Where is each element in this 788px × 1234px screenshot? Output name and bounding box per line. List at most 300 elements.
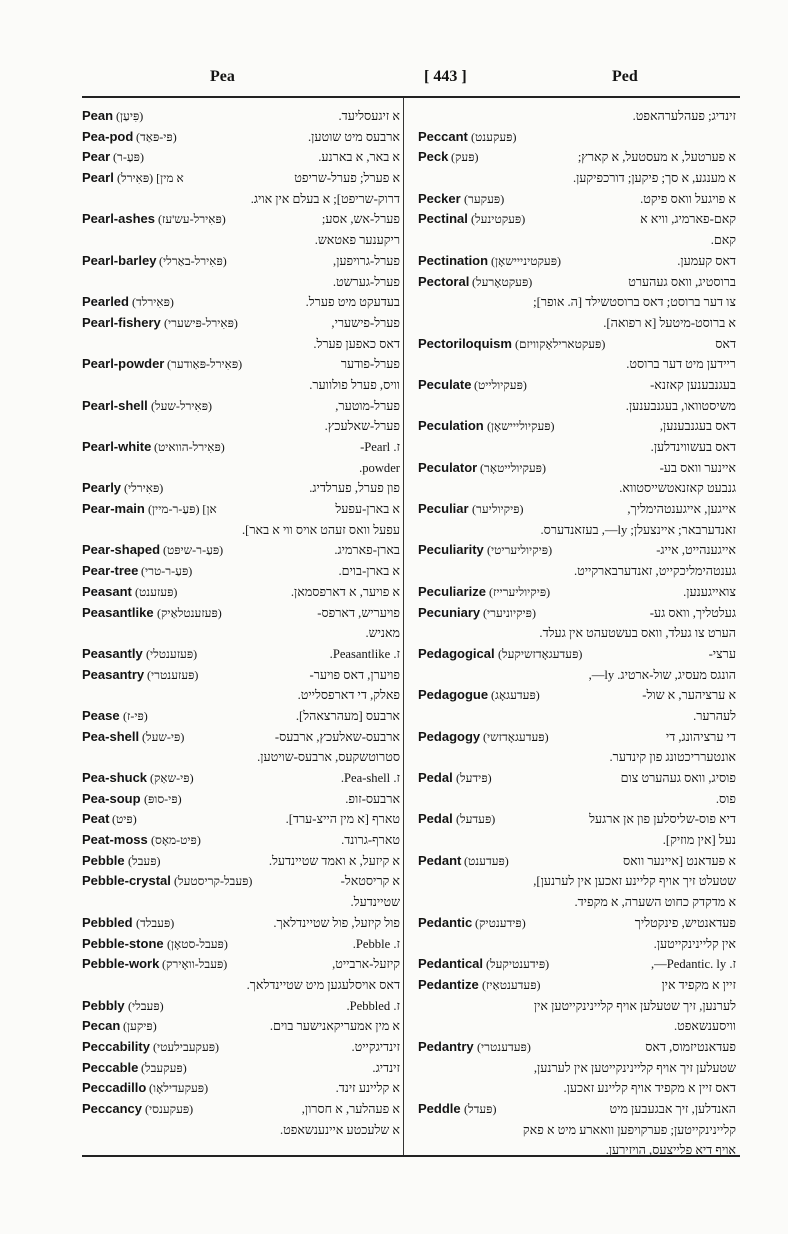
right-column (418, 106, 736, 1158)
entry-line (418, 209, 736, 230)
definition: זאנדערבאר; איינצעלן; ly—, בעזאנדערס. (540, 522, 736, 537)
definition: ארבעס [מעהרצאהל]. (295, 708, 400, 723)
headword: Peccant (418, 128, 468, 144)
definition: אין קליינינקייטען. (653, 936, 736, 951)
pronunciation: (פּעבלי) (128, 998, 164, 1013)
guide-word-right: Ped (612, 68, 638, 85)
entry-line (82, 809, 400, 830)
entry-line (82, 147, 400, 168)
definition: א פויער, א דארפסמאן. (290, 584, 400, 599)
pronunciation: (פּאִירל-עש'עז) (158, 212, 226, 227)
definition: אויף דיא פלייצעס, הויזירען. (605, 1143, 736, 1158)
entry-line (418, 478, 736, 499)
entry-line (418, 106, 736, 127)
entry-line (82, 292, 400, 313)
entry-line (82, 975, 400, 996)
pronunciation: (פּעקיולייטאָר) (480, 460, 546, 475)
headword: Pearl-fishery (82, 314, 161, 330)
entry-line (82, 127, 400, 148)
pronunciation: (פּעקער) (464, 191, 505, 206)
headword: Pebble-stone (82, 935, 164, 951)
entry-line (82, 520, 400, 541)
headword: Pea-shell (82, 728, 140, 744)
definition: ז. Pebbled. (346, 998, 400, 1013)
entry-line (418, 292, 736, 313)
definition: זינדיג. (372, 1060, 400, 1075)
headword: Peculiarize (418, 583, 486, 599)
headword: Pedantical (418, 956, 484, 972)
pronunciation: (פּיקיוניערי) (483, 605, 536, 620)
headword: Pecker (418, 190, 461, 206)
entry-line (418, 189, 736, 210)
entry-line (82, 789, 400, 810)
definition: בעדעקט מיט פערל. (305, 295, 400, 310)
entry-line (82, 1058, 400, 1079)
definition: לערנען, זיך שטעלען אויף קליינינקייטען אין (533, 998, 736, 1013)
entry-line (418, 706, 736, 727)
entry-line (418, 147, 736, 168)
entry-line (418, 954, 736, 975)
entry-line (418, 644, 736, 665)
headword: Pean (82, 108, 114, 123)
entry-line (82, 934, 400, 955)
entry-line (82, 396, 400, 417)
definition: טארף [א מין הייצ-ערד]. (285, 812, 400, 827)
page-number: [ 443 ] (424, 68, 467, 85)
definition: שטיינדעל. (350, 895, 400, 910)
headword: Pectoriloquism (418, 335, 512, 351)
pronunciation: (פּידענטיק) (475, 915, 526, 930)
headword: Peculate (418, 376, 472, 392)
pronunciation: (פִּיעַן) (116, 109, 144, 123)
definition: פוסיג, וואס געהערט צום (620, 771, 736, 785)
headword: Pease (82, 707, 120, 723)
definition: דאס (715, 336, 736, 351)
definition: קיזעל-ארבייט, (332, 957, 400, 972)
pronunciation: (פּאִירלי) (124, 481, 164, 496)
headword: Pectoral (418, 273, 470, 289)
headword: Pearl-barley (82, 252, 157, 268)
pronunciation: (פּעקעדילאָו) (149, 1081, 209, 1096)
entry-line (82, 1099, 400, 1120)
entry-line (418, 251, 736, 272)
entry-line (418, 789, 736, 810)
headword: Pear-shaped (82, 542, 161, 558)
definition: זיין א מקפיד אין (661, 977, 736, 992)
definition: פעדאנטיזמוס, דאס (645, 1039, 736, 1054)
entry-line (82, 437, 400, 458)
headword: Peddle (418, 1101, 461, 1116)
entry-line (418, 603, 736, 624)
entry-line (418, 313, 736, 334)
pronunciation: (פּעדעל) (456, 812, 496, 827)
entry-line (418, 1078, 736, 1099)
entry-line (82, 375, 400, 396)
definition: פערל-גרויפען, (333, 253, 400, 268)
entry-line (82, 230, 400, 251)
entry-line (82, 499, 400, 520)
entry-line (82, 1037, 400, 1058)
entry-line (82, 106, 400, 127)
headword: Pearl (82, 170, 114, 186)
headword: Pearl-ashes (82, 211, 155, 227)
definition: פערל-מוטער, (335, 398, 400, 413)
pronunciation: (פּי-סופּ) (144, 791, 182, 806)
entry-line (418, 934, 736, 955)
entry-line (418, 1120, 736, 1141)
pronunciation: (פּעק) (451, 150, 479, 165)
entry-line (418, 520, 736, 541)
definition: א בארן-בוים. (338, 564, 400, 579)
entry-line (418, 168, 736, 189)
pronunciation: (פּעדעגאָג) (491, 688, 540, 703)
headword: Pebble (82, 852, 125, 868)
entry-line (418, 540, 736, 561)
headword: Pedagogical (418, 645, 495, 661)
definition: ריידען מיט דער ברוסט. (626, 357, 736, 372)
headword: Pedagogue (418, 687, 489, 703)
pronunciation: (פּיט-מאָס) (151, 833, 201, 848)
entry-line (418, 1016, 736, 1037)
headword: Peccability (82, 1038, 150, 1054)
pronunciation: (פּעקיולייט) (474, 377, 527, 392)
definition: א פעהלער, א חסרון, (301, 1102, 400, 1116)
pronunciation: (פּעקיולייישאָן) (487, 419, 555, 434)
entry-line (418, 851, 736, 872)
headword: Pedal (418, 811, 453, 827)
definition: ז. Peasantlike. (329, 646, 400, 661)
headword: Peasantlike (82, 604, 154, 620)
definition: עפעל וואס זעהט אויס ווי א באר]. (242, 522, 400, 537)
entry-line (82, 540, 400, 561)
entry-line (82, 272, 400, 293)
definition: ערצי- (708, 646, 736, 661)
pronunciation: (פּעקענסי) (145, 1102, 194, 1116)
definition: פויעריש, דארפס- (317, 605, 400, 620)
headword: Pectination (418, 252, 489, 268)
definition: א שלעכטע איינענשאפט. (280, 1122, 400, 1137)
pronunciation: (פּעקעבילעטי) (153, 1039, 220, 1054)
pronunciation: (פּעבל) (128, 853, 161, 868)
headword: Pedantic (418, 914, 473, 930)
definition: א פערטעל, א מעסטעל, א קארץ; (577, 150, 736, 165)
pronunciation: (פּיקיוליערייז) (489, 584, 551, 599)
definition: ז. Pebble. (352, 936, 400, 951)
entry-line (418, 1058, 736, 1079)
headword: Pearled (82, 294, 129, 310)
pronunciation: (פּעבל-וואָירק) (162, 957, 228, 972)
entry-line (418, 334, 736, 355)
pronunciation: (פּידעל) (456, 771, 492, 785)
pronunciation: (פּעַ-ר-טרי) (141, 564, 193, 579)
pronunciation: (פּעדענט) (464, 853, 509, 868)
pronunciation: (פּעקטארילאָקוויזם) (515, 336, 606, 351)
definition: וויס, פערל פולווער. (309, 377, 400, 392)
definition: ארבעס-זופ. (345, 791, 400, 806)
entry-line (418, 913, 736, 934)
pronunciation: (פּעַ-ר) (113, 150, 144, 165)
headword: Peasantly (82, 645, 143, 661)
definition: פון פערל, פערלדיג. (309, 481, 400, 496)
pronunciation: (פּיקיוליעריטי) (487, 543, 553, 558)
entry-line (418, 768, 736, 789)
definition: דרוק-שריפט]; א בעלם אין אויג. (250, 191, 400, 206)
pronunciation: (פּיקיוליער) (472, 502, 524, 517)
definition: בארן-פארמיג. (334, 543, 400, 558)
pronunciation: (פּעדענטרי) (477, 1039, 531, 1054)
definition: פערל-פישערי, (331, 315, 400, 330)
pronunciation: (פּי-שעל) (142, 729, 185, 744)
headword: Peculator (418, 459, 478, 475)
definition: פערל-שאלעכץ. (324, 419, 400, 434)
pronunciation: (פּיקען) (123, 1019, 157, 1034)
definition: גענטהימליכקייט, זאנדערבארקייט. (573, 564, 736, 579)
definition: א מדקדק כחוט השערה, א מקפיד. (574, 895, 736, 910)
definition: דאס בעשווינדלען. (650, 440, 736, 454)
definition: ריקענער פאטאש. (314, 233, 400, 248)
definition: פול קיזעל, פול שטיינדלאך. (273, 915, 400, 930)
entry-line (82, 913, 400, 934)
entry-line (418, 561, 736, 582)
definition: א מין אמעריקאנישער בוים. (269, 1019, 400, 1034)
entry-line (82, 747, 400, 768)
entry-line (418, 727, 736, 748)
definition: פויערן, דאס פויער- (309, 667, 400, 682)
definition: א פויגעל וואס פיקט. (640, 191, 736, 206)
headword: Pearly (82, 480, 122, 496)
entry-line (418, 354, 736, 375)
entry-line (418, 396, 736, 417)
definition: אייגען, אייגענטהימליך, (627, 502, 736, 517)
pronunciation: (פּעדענטאַיז) (482, 977, 541, 992)
pronunciation: (פּעבל-קריסטעל) (174, 874, 253, 889)
entry-line (418, 416, 736, 437)
headword: Pebbled (82, 914, 133, 930)
entry-line (418, 272, 736, 293)
definition: פאלק, די דארפסלייט. (297, 688, 400, 703)
pronunciation: (פּאִירלד) (132, 295, 174, 310)
entry-line (82, 727, 400, 748)
headword: Pea-soup (82, 790, 141, 806)
entry-line (82, 189, 400, 210)
headword: Pea-shuck (82, 770, 148, 785)
definition: פערל-פודער (340, 357, 400, 372)
entry-line (418, 685, 736, 706)
headword: Pebble-work (82, 956, 160, 972)
entry-line (418, 892, 736, 913)
pronunciation: (פּעדעגאָדזשי) (483, 729, 549, 744)
definition: פערל-גערשט. (332, 274, 400, 289)
entry-line (82, 665, 400, 686)
definition: ז. Pearl- (360, 440, 400, 454)
definition: פוס. (715, 791, 736, 806)
pronunciation: (פּעזענטלי) (146, 646, 198, 661)
definition: די ערציהונג, די (665, 729, 736, 744)
entry-line (418, 830, 736, 851)
column-divider (403, 98, 404, 1156)
entry-line (82, 334, 400, 355)
definition: אונטערריכטונג פון קינדער. (609, 750, 736, 765)
definition: ז. Pea-shell. (340, 771, 400, 785)
definition: א קריסטאל- (340, 874, 400, 889)
footer-rule (82, 1155, 740, 1157)
pronunciation: (פּי-פּאַד) (136, 129, 177, 144)
headword: Pecan (82, 1018, 121, 1034)
header-rule (82, 96, 740, 98)
headword: Peck (418, 149, 449, 165)
definition: נעל [אין מוזיק]. (662, 833, 736, 848)
definition: בעגנבענען קאזנא- (650, 377, 736, 392)
entry-line (418, 458, 736, 479)
definition: מאניש. (365, 626, 400, 641)
definition: פעדאנטיש, פינקטליך (634, 915, 736, 930)
entry-line (82, 996, 400, 1017)
definition: ארבעס מיט שוטען. (307, 129, 400, 144)
definition: א מענגע, א סך; פיקען; דורכפיקען. (572, 171, 736, 186)
definition: גנבעט קאזנאטשייסטווא. (619, 481, 736, 496)
definition: א פעדאנט [איינער וואס (623, 853, 736, 868)
headword: Pear-main (82, 501, 145, 517)
definition: אייגענהייט, אייג- (656, 543, 736, 558)
pronunciation: (פּעַ-ר-מיין) [אן (148, 502, 217, 517)
entry-line (82, 1120, 400, 1141)
definition: א קיזעל, א ואמד שטיינדעל. (268, 853, 400, 868)
pronunciation: (פּעזענט) (135, 584, 178, 599)
entry-line (82, 871, 400, 892)
entry-line (82, 954, 400, 975)
entry-line (82, 561, 400, 582)
definition: וויסענשאפט. (674, 1019, 736, 1034)
entry-line (82, 458, 400, 479)
headword: Pearl-white (82, 439, 152, 454)
definition: א פערל; פערל-שריפט (294, 171, 400, 186)
entry-line (418, 1099, 736, 1120)
headword: Pearl-powder (82, 356, 165, 372)
definition: א בארן-עפעל (335, 502, 400, 517)
entry-line (82, 168, 400, 189)
entry-line (418, 375, 736, 396)
entry-line (82, 1078, 400, 1099)
entry-line (82, 830, 400, 851)
entry-line (82, 209, 400, 230)
definition: הונגס מעסיג, שול-ארטיג. ly—, (588, 667, 736, 682)
definition: זינדיגקייט. (351, 1039, 400, 1054)
pronunciation: (פּי-שאַק) (150, 771, 194, 785)
entry-line (418, 996, 736, 1017)
entry-line (418, 747, 736, 768)
headword: Pedal (418, 770, 453, 785)
entry-line (82, 623, 400, 644)
entry-line (82, 892, 400, 913)
pronunciation: (פּעקטאָרעל) (472, 274, 533, 289)
headword: Pear-tree (82, 563, 139, 579)
pronunciation: (פּאִירל) [א מין (117, 171, 184, 186)
entry-line (418, 665, 736, 686)
pronunciation: (פּעקטינעל) (471, 212, 526, 227)
pronunciation: (פּעדעגאָדזשיקעל) (498, 646, 583, 661)
definition: דאס אויסלעגען מיט שטיינדלאך. (246, 977, 400, 992)
entry-line (82, 851, 400, 872)
definition: פערל-אש, אסע; (321, 212, 400, 227)
pronunciation: (פּי-ז) (123, 708, 148, 723)
definition: קאם. (710, 233, 736, 248)
entry-line (418, 437, 736, 458)
pronunciation: (פּאִירל-שעל) (151, 398, 213, 413)
headword: Peculation (418, 418, 484, 434)
entry-line (82, 1016, 400, 1037)
headword: Peccancy (82, 1101, 142, 1116)
headword: Pebbly (82, 997, 125, 1013)
entry-line (82, 354, 400, 375)
entry-line (418, 1037, 736, 1058)
pronunciation: (פּעקעבל) (141, 1060, 187, 1075)
headword: Pear (82, 149, 111, 165)
definition: ארבעס-שאלעכץ, ארבעס- (274, 729, 400, 744)
definition: דאס בעגנבענען, (659, 419, 736, 434)
entry-line (82, 251, 400, 272)
entry-line (82, 416, 400, 437)
entry-line (418, 582, 736, 603)
definition: געלטליך, וואס גע- (649, 605, 736, 620)
definition: א ברוסט-מיטעל [א רפואה]. (603, 315, 736, 330)
headword: Peculiarity (418, 542, 484, 558)
entry-line (82, 644, 400, 665)
definition: קליינינקייטען; פערקויפען וואארע מיט א פאק (522, 1122, 736, 1137)
entry-line (82, 603, 400, 624)
entry-line (418, 623, 736, 644)
pronunciation: (פּעַ-ר-שיפּט) (163, 543, 224, 558)
headword: Pedantize (418, 976, 479, 992)
entry-line (82, 706, 400, 727)
definition: א ערציהער, א שול- (642, 688, 736, 703)
definition: שטעלען זיך אויף קליינינקייטען אין לערנען, (533, 1060, 736, 1075)
pronunciation: (פּאִירל-הוואיט) (154, 440, 225, 454)
headword: Pectinal (418, 211, 468, 227)
guide-word-left: Pea (210, 68, 235, 85)
pronunciation: (פּאִירל-פּישערי) (164, 315, 238, 330)
definition: דאס זיין א מקפיד אויף קליינע זאכען. (563, 1081, 736, 1096)
headword: Peasantry (82, 666, 145, 682)
pronunciation: (פּיט) (112, 812, 137, 827)
definition: צו דער ברוסט; דאס ברוסטשילד [ה. אופר]; (533, 295, 736, 310)
headword: Pecuniary (418, 604, 481, 620)
pronunciation: (פּעבל-סטאָן) (167, 936, 228, 951)
pronunciation: (פּעקענט) (471, 129, 517, 144)
definition: זינדיג; פעהלערהאפט. (632, 109, 736, 123)
pronunciation: (פּעקטינייישאָן) (491, 253, 561, 268)
definition: איינער וואס בע- (659, 460, 736, 475)
definition: הערט צו געלד, וואס בעשטעהט אין געלד. (539, 626, 736, 641)
definition: א זיגעסליעד. (338, 109, 400, 123)
definition: ז. Pedantic. ly—, (650, 957, 736, 972)
entry-line (418, 499, 736, 520)
entry-line (82, 478, 400, 499)
entry-line (418, 230, 736, 251)
entry-line (82, 582, 400, 603)
definition: שטעלט זיך אויף קליינע זאכען אין לערנען], (533, 874, 736, 889)
entry-line (418, 1140, 736, 1161)
headword: Pedagogy (418, 728, 481, 744)
headword: Peat-moss (82, 832, 148, 848)
definition: ברוסטיג, וואס געהערט (628, 274, 736, 289)
headword: Pebble-crystal (82, 873, 171, 889)
headword: Pearl-shell (82, 397, 148, 413)
headword: Pedant (418, 852, 462, 868)
headword: Pedantry (418, 1038, 474, 1054)
headword: Peasant (82, 583, 132, 599)
pronunciation: (פּידענטיקעל) (486, 957, 550, 972)
headword: Peccadillo (82, 1080, 147, 1096)
